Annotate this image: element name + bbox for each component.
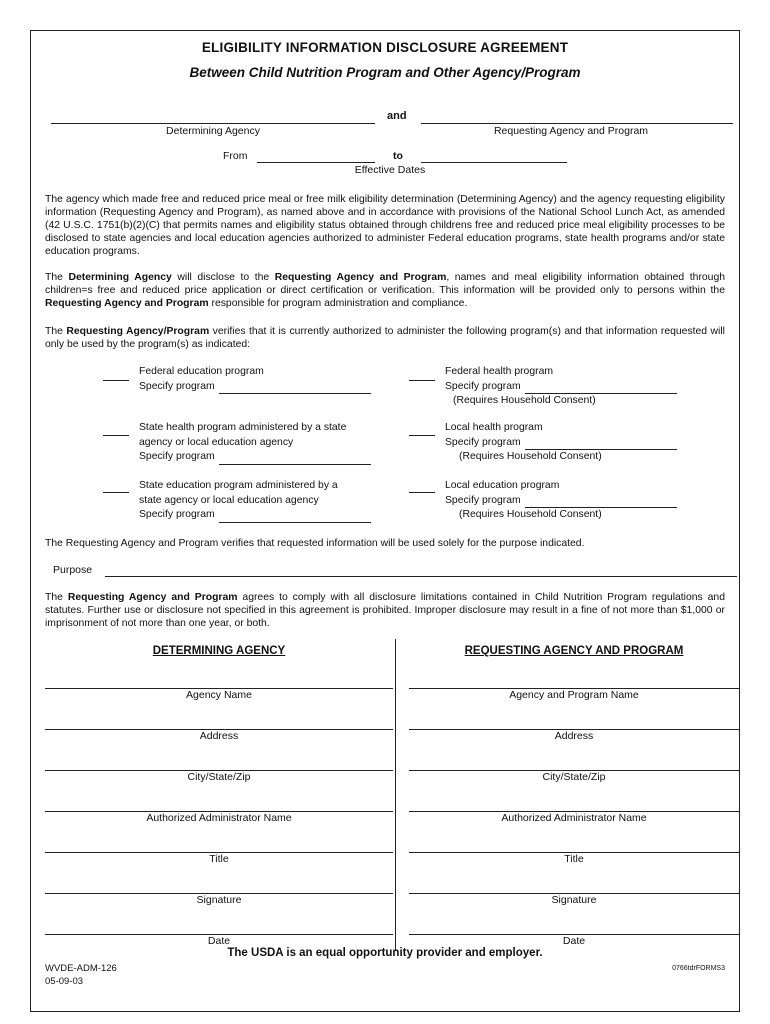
local-health-option: Local health program Specify program (Requires Household Consent) bbox=[445, 421, 677, 465]
federal-education-checkbox[interactable] bbox=[103, 380, 129, 381]
right-city-label: City/State/Zip bbox=[542, 771, 606, 783]
to-label: to bbox=[393, 150, 403, 162]
right-agency-name-label: Agency and Program Name bbox=[509, 689, 639, 701]
federal-health-option: Federal health program Specify program (Requires Household Consent) bbox=[445, 365, 677, 409]
form-subtitle: Between Child Nutrition Program and Other Agency/Program bbox=[189, 65, 581, 80]
state-health-option: State health program administered by a state agency or local education agency Specify program bbox=[139, 421, 371, 465]
federal-health-specify-field[interactable] bbox=[525, 383, 677, 394]
state-health-checkbox[interactable] bbox=[103, 435, 129, 436]
local-education-checkbox[interactable] bbox=[409, 492, 435, 493]
left-city-label: City/State/Zip bbox=[187, 771, 251, 783]
state-health-specify-field[interactable] bbox=[219, 454, 371, 465]
purpose-label: Purpose bbox=[53, 564, 93, 576]
requesting-agency-heading: REQUESTING AGENCY AND PROGRAM bbox=[464, 645, 684, 657]
authority-paragraph: The agency which made free and reduced price meal or free milk eligibility determination (Determining Agency) and the agency requesting eligibility information (Requesting Agency and Program), as named above and in accordance with provisions of the National School Lunch Act, as amended (42 U.S.C. 1751(b)(2)(C) that permits names and eligibility status obtained through childrens free and reduced price meal eligibility processes to be disclosed to state agencies and local education agencies authorized to administer Federal education programs, state health programs and/or state education programs. bbox=[45, 194, 725, 257]
local-health-specify-field[interactable] bbox=[525, 439, 677, 450]
federal-education-option: Federal education program Specify program bbox=[139, 365, 371, 394]
federal-education-specify-field[interactable] bbox=[219, 383, 371, 394]
local-education-option: Local education program Specify program (Requires Household Consent) bbox=[445, 479, 677, 523]
right-date-label: Date bbox=[562, 935, 586, 947]
state-education-specify-field[interactable] bbox=[219, 512, 371, 523]
determining-agency-label: Determining Agency bbox=[166, 125, 260, 137]
form-code: 0766tdrFORMS3 bbox=[672, 965, 725, 972]
signature-divider bbox=[395, 639, 396, 951]
left-admin-label: Authorized Administrator Name bbox=[146, 812, 292, 824]
local-education-specify-field[interactable] bbox=[525, 497, 677, 508]
from-date-line[interactable] bbox=[257, 162, 375, 163]
purpose-statement: The Requesting Agency and Program verifies that requested information will be used solely for the purpose indicated. bbox=[45, 538, 585, 549]
right-title-label: Title bbox=[564, 853, 584, 865]
form-date: 05-09-03 bbox=[45, 976, 84, 987]
to-date-line[interactable] bbox=[421, 162, 567, 163]
purpose-field[interactable] bbox=[105, 576, 737, 577]
state-education-checkbox[interactable] bbox=[103, 492, 129, 493]
federal-health-checkbox[interactable] bbox=[409, 380, 435, 381]
compliance-paragraph: The Requesting Agency and Program agrees to comply with all disclosure limitations contained in Child Nutrition Program regulations and statutes. Further use or disclosure not specified in this agreement is prohibited. Improper disclosure may result in a fine of not more than $1,000 or imprisonment of not more than one year, or both. bbox=[45, 592, 725, 629]
disclosure-paragraph: The Determining Agency will disclose to the Requesting Agency and Program, names and meal eligibility information obtained through children=s free and reduced price application or direct certification or verification. This information will be provided only to persons within the Requesting Agency and Program responsible for program administration and compliance. bbox=[45, 272, 726, 309]
determining-agency-heading: DETERMINING AGENCY bbox=[152, 645, 286, 657]
form-page bbox=[30, 30, 740, 1012]
effective-dates-label: Effective Dates bbox=[354, 164, 426, 176]
right-address-label: Address bbox=[554, 730, 594, 742]
left-signature-label: Signature bbox=[196, 894, 242, 906]
left-agency-name-label: Agency Name bbox=[186, 689, 252, 701]
left-address-label: Address bbox=[199, 730, 239, 742]
requesting-agency-line[interactable] bbox=[421, 123, 733, 124]
right-signature-label: Signature bbox=[551, 894, 597, 906]
left-title-label: Title bbox=[209, 853, 229, 865]
left-date-label: Date bbox=[207, 935, 231, 947]
local-health-checkbox[interactable] bbox=[409, 435, 435, 436]
state-education-option: State education program administered by a state agency or local education agency Specify program bbox=[139, 479, 371, 523]
form-title: ELIGIBILITY INFORMATION DISCLOSURE AGREEMENT bbox=[201, 40, 569, 55]
requesting-agency-label: Requesting Agency and Program bbox=[493, 125, 649, 137]
from-label: From bbox=[223, 150, 248, 162]
usda-statement: The USDA is an equal opportunity provider and employer. bbox=[227, 947, 543, 959]
and-label: and bbox=[387, 110, 407, 122]
form-id: WVDE-ADM-126 bbox=[45, 963, 117, 974]
verification-paragraph: The Requesting Agency/Program verifies that it is currently authorized to administer the following program(s) and that information requested will only be used by the program(s) as indicated: bbox=[45, 326, 725, 350]
right-admin-label: Authorized Administrator Name bbox=[501, 812, 647, 824]
determining-agency-line[interactable] bbox=[51, 123, 375, 124]
